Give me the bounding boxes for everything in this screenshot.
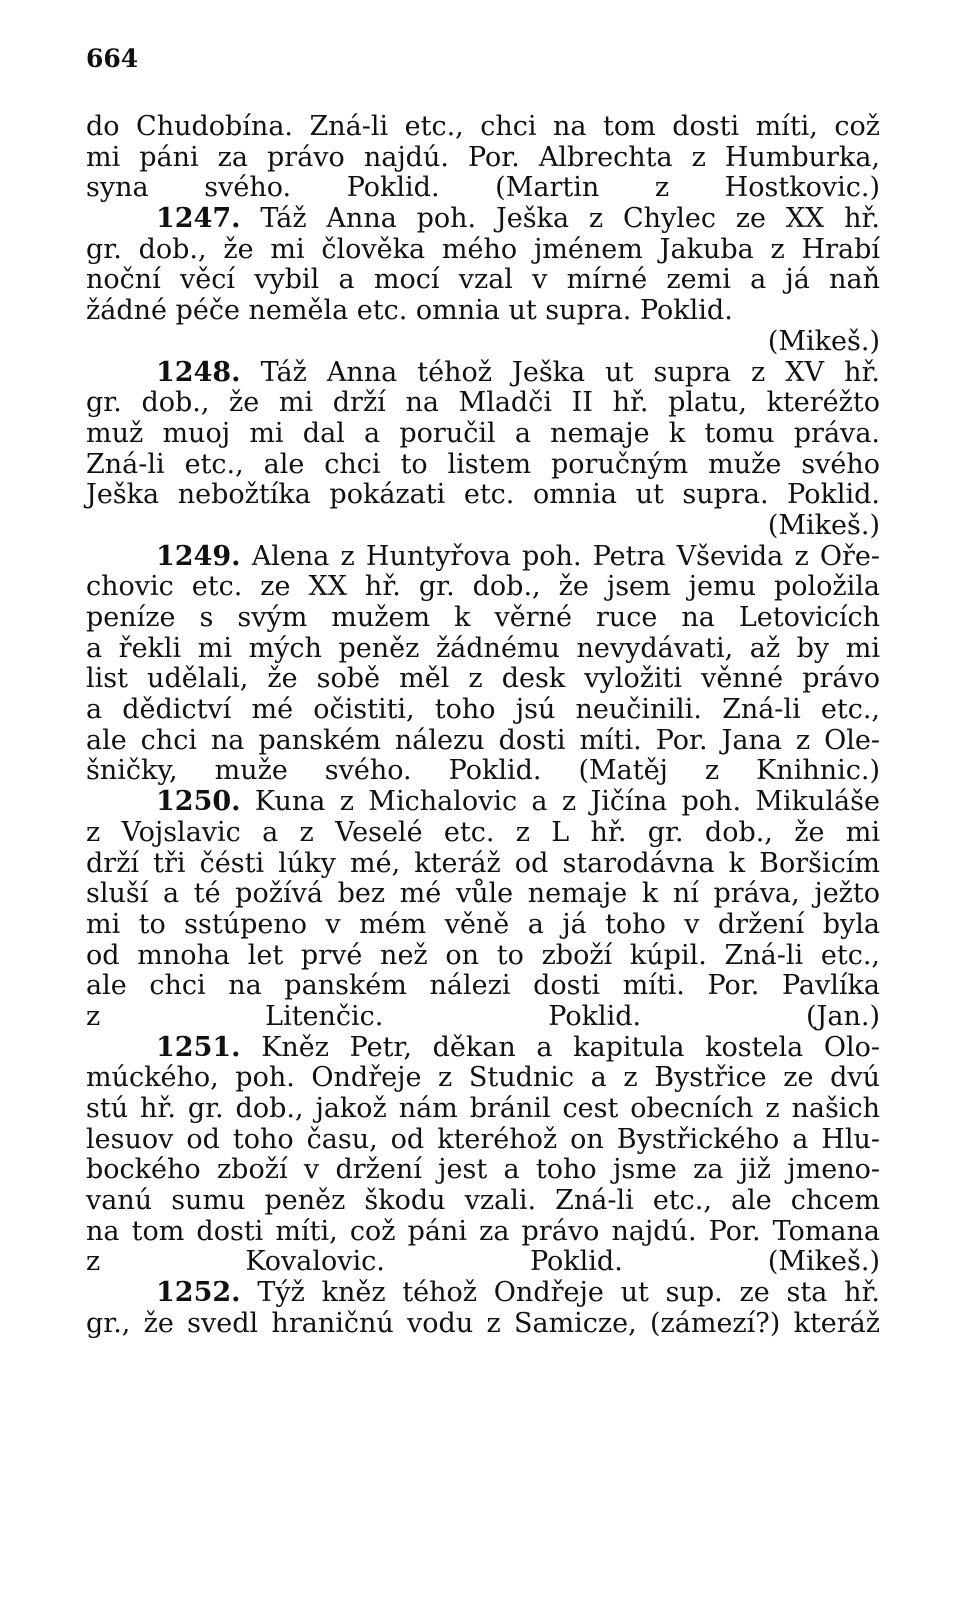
- entry-first-line: [86, 358, 880, 389]
- text-line: [86, 726, 880, 757]
- line-text: mi to sstúpeno v mém věně a já toho v držení byla: [86, 908, 880, 940]
- entry-first-line: [86, 542, 880, 573]
- entry-number: 1249.: [156, 540, 241, 572]
- line-text: stú hř. gr. dob., jakož nám bránil cest obecních z našich: [86, 1093, 880, 1124]
- line-text: lesuov od toho času, od kteréhož on Bystřického a Hlu-: [86, 1123, 880, 1155]
- line-text: gr., že svedl hraničnú vodu z Samicze, (zámezí?) kteráž: [86, 1307, 880, 1339]
- text-line: [86, 511, 880, 542]
- line-text: list udělali, že sobě měl z desk vyložiti věnné právo: [86, 663, 880, 695]
- line-text: šničky, muže svého. Poklid. (Matěj z Knihnic.): [86, 755, 880, 787]
- text-line: [86, 818, 880, 849]
- text-line: [86, 971, 880, 1002]
- line-text: (Mikeš.): [767, 509, 880, 541]
- page-number: 664: [86, 44, 139, 73]
- entry-number: 1248.: [156, 356, 241, 388]
- line-text: drží tři čésti lúky mé, kteráž od starodávna k Boršicím: [86, 847, 880, 879]
- entry-first-line: [86, 204, 880, 235]
- entry-first-line: [86, 1033, 880, 1064]
- text-line: [86, 756, 880, 787]
- text-line: [86, 296, 880, 327]
- text-line: [86, 879, 880, 910]
- text-line: [86, 450, 880, 481]
- line-text: Alena z Huntyřova poh. Petra Vševida z Oře-: [251, 540, 880, 572]
- text-line: [86, 1125, 880, 1156]
- text-line: [86, 327, 880, 358]
- line-text: múckého, poh. Ondřeje z Studnic a z Bystřice ze dvú: [86, 1062, 880, 1094]
- text-line: [86, 173, 880, 204]
- line-text: muž muoj mi dal a poručil a nemaje k tomu práva.: [86, 417, 880, 449]
- text-line: [86, 695, 880, 726]
- line-text: vanú sumu peněz škodu vzali. Zná-li etc., ale chcem: [86, 1185, 880, 1217]
- line-text: z Vojslavic a z Veselé etc. z L hř. gr. dob., že mi: [86, 816, 880, 848]
- line-text: Zná-li etc., ale chci to listem poručným muže svého: [86, 448, 880, 480]
- line-text: do Chudobína. Zná-li etc., chci na tom dosti míti, což: [86, 111, 880, 142]
- line-text: (Mikeš.): [767, 325, 880, 357]
- entry-number: 1250.: [156, 786, 241, 818]
- text-line: [86, 603, 880, 634]
- entry-first-line: [86, 1278, 880, 1309]
- text-line: [86, 143, 880, 174]
- text-line: [86, 910, 880, 941]
- line-text: Kněz Petr, děkan a kapitula kostela Olo-: [261, 1031, 880, 1063]
- line-text: mi páni za právo najdú. Por. Albrechta z Humburka,: [86, 141, 880, 173]
- line-text: na tom dosti míti, což páni za právo najdú. Por. Tomana: [86, 1215, 880, 1247]
- text-line: [86, 634, 880, 665]
- body-text: [86, 112, 880, 1340]
- line-text: žádné péče neměla etc. omnia ut supra. Poklid.: [86, 295, 733, 327]
- line-text: Táž Anna poh. Ješka z Chylec ze XX hř.: [260, 203, 880, 235]
- line-text: syna svého. Poklid. (Martin z Hostkovic.): [86, 172, 880, 204]
- text-line: [86, 112, 880, 143]
- line-text: a dědictví mé očistiti, toho jsú neučinili. Zná-li etc.,: [86, 694, 880, 726]
- line-text: ale chci na panském nálezu dosti míti. Por. Jana z Ole-: [86, 724, 880, 756]
- line-text: noční věcí vybil a mocí vzal v mírné zemi a já naň: [86, 264, 880, 296]
- text-line: [86, 1186, 880, 1217]
- line-text: Kuna z Michalovic a z Jičína poh. Mikuláše: [254, 786, 880, 818]
- text-line: [86, 1002, 880, 1033]
- line-text: sluší a té požívá bez mé vůle nemaje k ní práva, ježto: [86, 878, 880, 910]
- text-line: [86, 419, 880, 450]
- line-text: Ješka nebožtíka pokázati etc. omnia ut supra. Poklid.: [86, 479, 880, 511]
- text-line: [86, 849, 880, 880]
- text-line: [86, 941, 880, 972]
- text-line: [86, 1247, 880, 1278]
- text-line: [86, 265, 880, 296]
- text-line: [86, 480, 880, 511]
- text-line: [86, 235, 880, 266]
- text-line: [86, 1217, 880, 1248]
- line-text: ale chci na panském nálezi dosti míti. Por. Pavlíka: [86, 970, 880, 1002]
- text-line: [86, 1094, 880, 1125]
- text-line: [86, 388, 880, 419]
- line-text: a řekli mi mých peněz žádnému nevydávati, až by mi: [86, 632, 880, 664]
- line-text: chovic etc. ze XX hř. gr. dob., že jsem jemu položila: [86, 571, 880, 603]
- text-line: [86, 664, 880, 695]
- line-text: z Kovalovic. Poklid. (Mikeš.): [86, 1246, 880, 1278]
- line-text: Táž Anna téhož Ješka ut supra z XV hř.: [260, 356, 880, 388]
- line-text: peníze s svým mužem k věrné ruce na Letovicích: [86, 602, 880, 633]
- text-line: [86, 572, 880, 603]
- line-text: od mnoha let prvé než on to zboží kúpil. Zná-li etc.,: [86, 939, 880, 971]
- line-text: Týž kněz téhož Ondřeje ut sup. ze sta hř.: [257, 1277, 880, 1309]
- entry-number: 1247.: [156, 203, 241, 235]
- line-text: bockého zboží v držení jest a toho jsme za již jmeno-: [86, 1154, 880, 1186]
- line-text: gr. dob., že mi drží na Mladči II hř. platu, kteréžto: [86, 387, 880, 419]
- text-line: [86, 1155, 880, 1186]
- entry-number: 1251.: [156, 1031, 241, 1063]
- entry-number: 1252.: [156, 1277, 241, 1309]
- text-line: [86, 1309, 880, 1340]
- text-line: [86, 1063, 880, 1094]
- line-text: z Litenčic. Poklid. (Jan.): [86, 1000, 880, 1032]
- entry-first-line: [86, 787, 880, 818]
- line-text: gr. dob., že mi člověka mého jménem Jakuba z Hrabí: [86, 233, 880, 265]
